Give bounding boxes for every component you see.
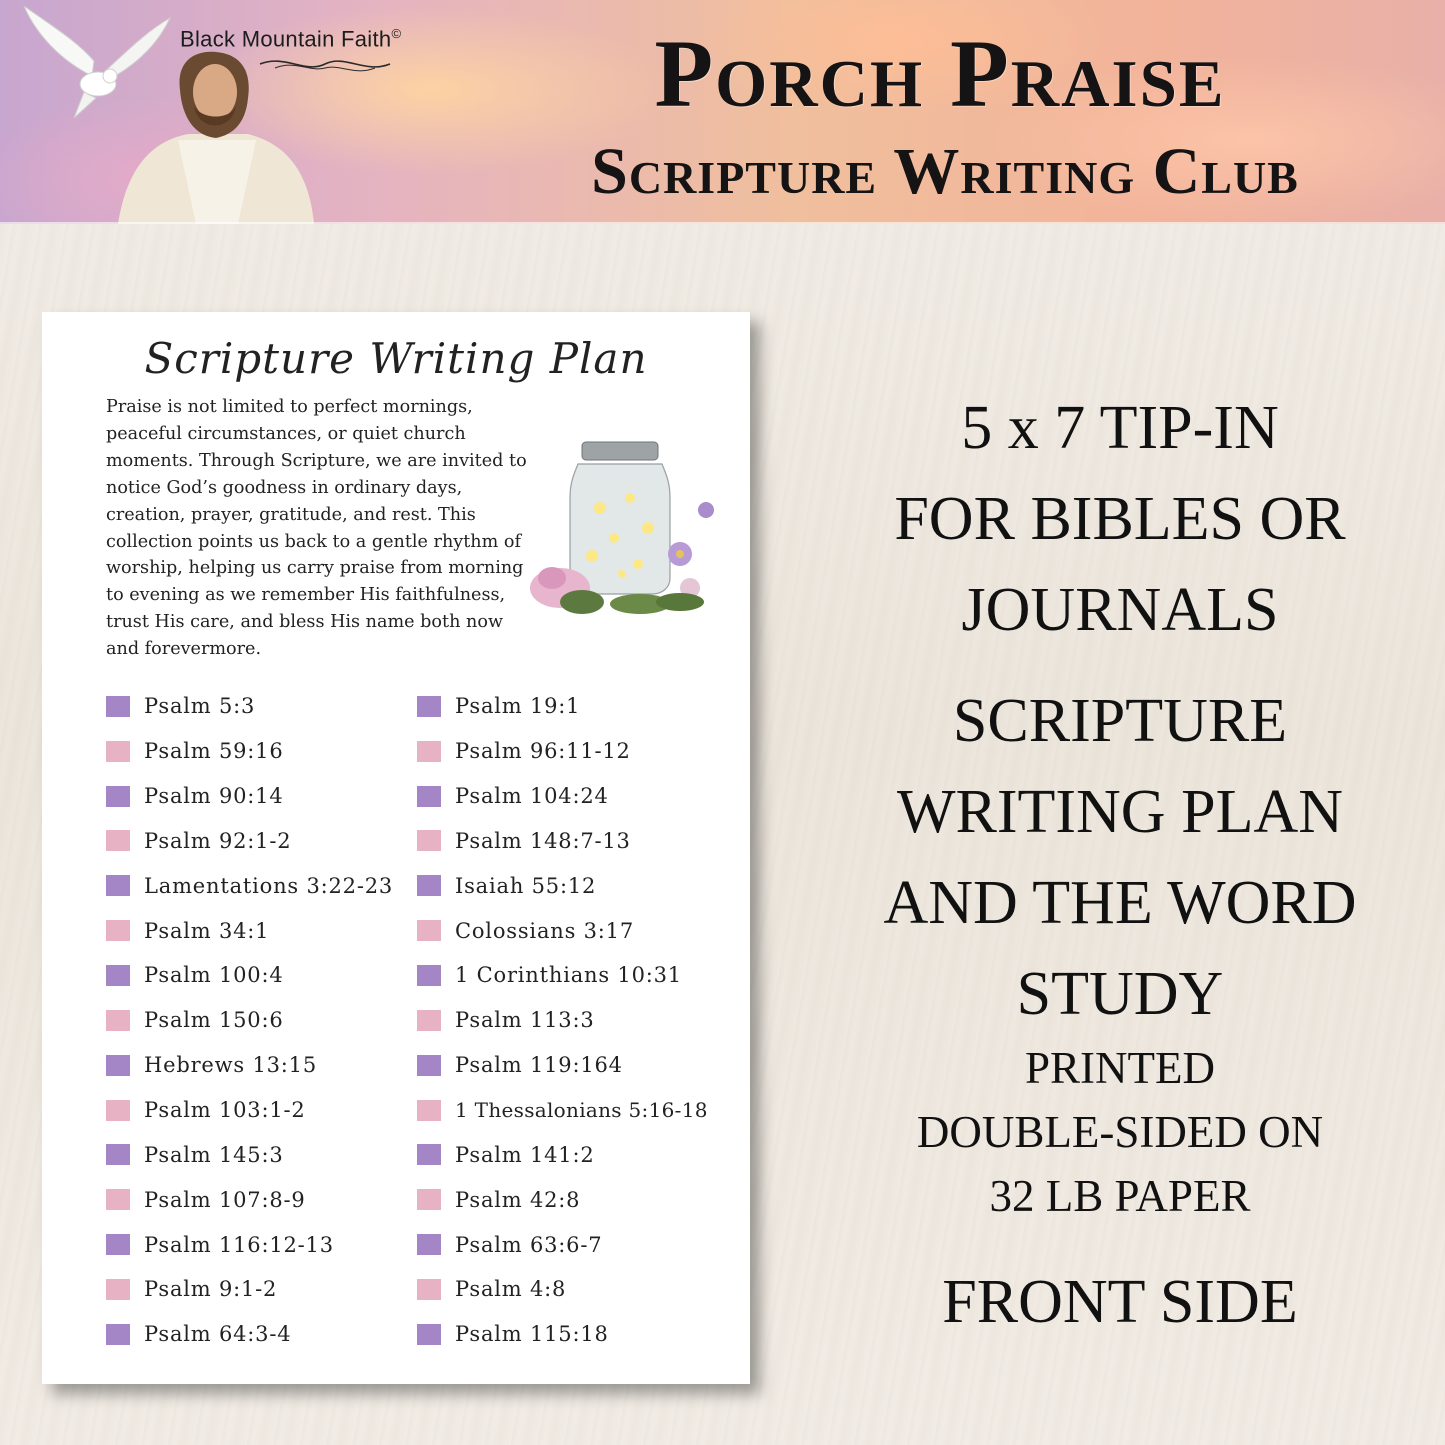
checkbox-square-icon[interactable] — [106, 1189, 130, 1210]
scripture-reference: Psalm 64:3-4 — [144, 1322, 292, 1347]
scripture-reference: 1 Corinthians 10:31 — [455, 963, 682, 988]
checkbox-square-icon[interactable] — [106, 1324, 130, 1345]
scripture-reference: Psalm 4:8 — [455, 1277, 567, 1302]
intro-line: trust His care, and bless His name both now — [106, 612, 504, 633]
side-line: SCRIPTURE — [952, 687, 1288, 755]
side-label — [840, 1262, 1400, 1342]
side-line: FOR BIBLES OR — [894, 485, 1346, 553]
checkbox-square-icon[interactable] — [417, 1144, 441, 1165]
scripture-reference: Colossians 3:17 — [455, 918, 634, 943]
checkbox-square-icon[interactable] — [417, 1279, 441, 1300]
intro-line: moments. Through Scripture, we are invited to — [106, 450, 527, 471]
checkbox-square-icon[interactable] — [417, 920, 441, 941]
scripture-reference: Psalm 104:24 — [455, 784, 609, 809]
checkbox-square-icon[interactable] — [106, 1100, 130, 1121]
firefly-jar-icon — [530, 438, 720, 618]
reading-item[interactable] — [417, 1222, 708, 1267]
reading-item[interactable] — [417, 1132, 708, 1177]
scripture-reference: Psalm 100:4 — [144, 963, 284, 988]
checkbox-square-icon[interactable] — [417, 965, 441, 986]
scripture-reference: Psalm 63:6-7 — [455, 1232, 603, 1257]
checkbox-square-icon[interactable] — [106, 786, 130, 807]
side-line: FRONT SIDE — [942, 1268, 1298, 1336]
scripture-reference: 1 Thessalonians 5:16-18 — [455, 1098, 708, 1123]
intro-paragraph — [106, 394, 542, 663]
checkbox-square-icon[interactable] — [417, 1234, 441, 1255]
checkbox-square-icon[interactable] — [417, 875, 441, 896]
checkbox-square-icon[interactable] — [106, 830, 130, 851]
tip-in-description — [840, 383, 1400, 656]
scripture-reference: Psalm 145:3 — [144, 1142, 284, 1167]
scripture-reference: Psalm 42:8 — [455, 1187, 581, 1212]
checkbox-square-icon[interactable] — [106, 1010, 130, 1031]
reading-item[interactable] — [417, 1088, 708, 1133]
reading-item[interactable] — [417, 1312, 708, 1357]
checkbox-square-icon[interactable] — [417, 1055, 441, 1076]
scripture-reference: Psalm 34:1 — [144, 918, 270, 943]
scripture-reference: Psalm 115:18 — [455, 1322, 609, 1347]
side-line: AND THE WORD — [883, 869, 1357, 937]
scripture-reference: Lamentations 3:22-23 — [144, 873, 394, 898]
reading-item[interactable] — [417, 863, 708, 908]
scripture-plan-card — [42, 312, 750, 1384]
page-subtitle: Scripture Writing Club — [591, 135, 1299, 208]
scripture-reference: Isaiah 55:12 — [455, 873, 597, 898]
copyright-mark: © — [391, 26, 402, 41]
reading-item[interactable] — [106, 908, 393, 953]
intro-line: Praise is not limited to perfect mornings, — [106, 397, 473, 417]
side-line: DOUBLE-SIDED ON — [916, 1107, 1324, 1157]
side-line: WRITING PLAN — [897, 778, 1343, 846]
reading-item[interactable] — [106, 1043, 393, 1088]
side-line: PRINTED — [1025, 1043, 1215, 1093]
reading-item[interactable] — [417, 1267, 708, 1312]
scripture-reference: Psalm 141:2 — [455, 1142, 595, 1167]
intro-line: and forevermore. — [106, 639, 262, 660]
intro-line: to evening as we remember His faithfulness, — [106, 585, 506, 606]
checkbox-square-icon[interactable] — [106, 741, 130, 762]
reading-item[interactable] — [417, 908, 708, 953]
jesus-figure-icon — [118, 50, 318, 224]
reading-item[interactable] — [417, 684, 708, 729]
scripture-reference: Psalm 103:1-2 — [144, 1098, 306, 1123]
checkbox-square-icon[interactable] — [417, 696, 441, 717]
reading-item[interactable] — [417, 1177, 708, 1222]
brand-name: Black Mountain Faith© — [180, 26, 402, 52]
side-line: 5 x 7 TIP-IN — [961, 394, 1279, 462]
reading-item[interactable] — [106, 1312, 393, 1357]
checkbox-square-icon[interactable] — [417, 741, 441, 762]
reading-item[interactable] — [417, 729, 708, 774]
scripture-reference: Psalm 90:14 — [144, 784, 284, 809]
scripture-reference: Psalm 150:6 — [144, 1008, 284, 1033]
intro-line: peaceful circumstances, or quiet church — [106, 423, 466, 444]
scripture-reference: Hebrews 13:15 — [144, 1053, 317, 1078]
cross-flourish-icon — [255, 50, 395, 76]
checkbox-square-icon[interactable] — [106, 1055, 130, 1076]
scripture-reference: Psalm 148:7-13 — [455, 828, 631, 853]
scripture-reference: Psalm 59:16 — [144, 739, 284, 764]
intro-line: worship, helping us carry praise from morning — [106, 558, 524, 579]
reading-item[interactable] — [417, 953, 708, 998]
reading-item[interactable] — [106, 953, 393, 998]
reading-item[interactable] — [106, 1132, 393, 1177]
scripture-reference: Psalm 19:1 — [455, 694, 581, 719]
reading-item[interactable] — [106, 1088, 393, 1133]
intro-line: collection points us back to a gentle rhythm of — [106, 531, 521, 552]
checkbox-square-icon[interactable] — [106, 696, 130, 717]
reading-item[interactable] — [106, 819, 393, 864]
checkbox-square-icon[interactable] — [106, 1279, 130, 1300]
scripture-reference: Psalm 116:12-13 — [144, 1232, 334, 1257]
checkbox-square-icon[interactable] — [417, 1324, 441, 1345]
page-title: Porch Praise — [654, 20, 1226, 127]
side-line: JOURNALS — [961, 576, 1279, 644]
side-line: 32 LB PAPER — [989, 1171, 1251, 1221]
checkbox-square-icon[interactable] — [417, 786, 441, 807]
side-line: STUDY — [1016, 960, 1224, 1028]
reading-item[interactable] — [106, 1222, 393, 1267]
checkbox-square-icon[interactable] — [106, 965, 130, 986]
scripture-reference: Psalm 119:164 — [455, 1053, 623, 1078]
checkbox-square-icon[interactable] — [417, 1100, 441, 1121]
checkbox-square-icon[interactable] — [106, 875, 130, 896]
reading-item[interactable] — [106, 774, 393, 819]
checkbox-square-icon[interactable] — [106, 920, 130, 941]
scripture-reference: Psalm 92:1-2 — [144, 828, 292, 853]
reading-item[interactable] — [106, 684, 393, 729]
scripture-reference: Psalm 113:3 — [455, 1008, 595, 1033]
reading-item[interactable] — [417, 1043, 708, 1088]
intro-line: creation, prayer, gratitude, and rest. This — [106, 504, 476, 525]
checkbox-square-icon[interactable] — [417, 1010, 441, 1031]
reading-item[interactable] — [417, 819, 708, 864]
scripture-reference: Psalm 96:11-12 — [455, 739, 631, 764]
reading-item[interactable] — [106, 998, 393, 1043]
checkbox-square-icon[interactable] — [106, 1234, 130, 1255]
checkbox-square-icon[interactable] — [417, 830, 441, 851]
scripture-reference: Psalm 107:8-9 — [144, 1187, 306, 1212]
plan-title: Scripture Writing Plan — [144, 334, 648, 383]
checkbox-square-icon[interactable] — [106, 1144, 130, 1165]
scripture-reference: Psalm 9:1-2 — [144, 1277, 278, 1302]
reading-list-right — [417, 684, 708, 1357]
reading-item[interactable] — [417, 998, 708, 1043]
printing-description — [840, 1036, 1400, 1228]
reading-item[interactable] — [106, 729, 393, 774]
scripture-reference: Psalm 5:3 — [144, 694, 256, 719]
reading-item[interactable] — [106, 863, 393, 908]
reading-item[interactable] — [417, 774, 708, 819]
checkbox-square-icon[interactable] — [417, 1189, 441, 1210]
contents-description — [840, 676, 1400, 1040]
reading-item[interactable] — [106, 1267, 393, 1312]
intro-line: notice God’s goodness in ordinary days, — [106, 477, 463, 498]
reading-item[interactable] — [106, 1177, 393, 1222]
reading-list-left — [106, 684, 393, 1357]
header-banner — [0, 0, 1445, 224]
